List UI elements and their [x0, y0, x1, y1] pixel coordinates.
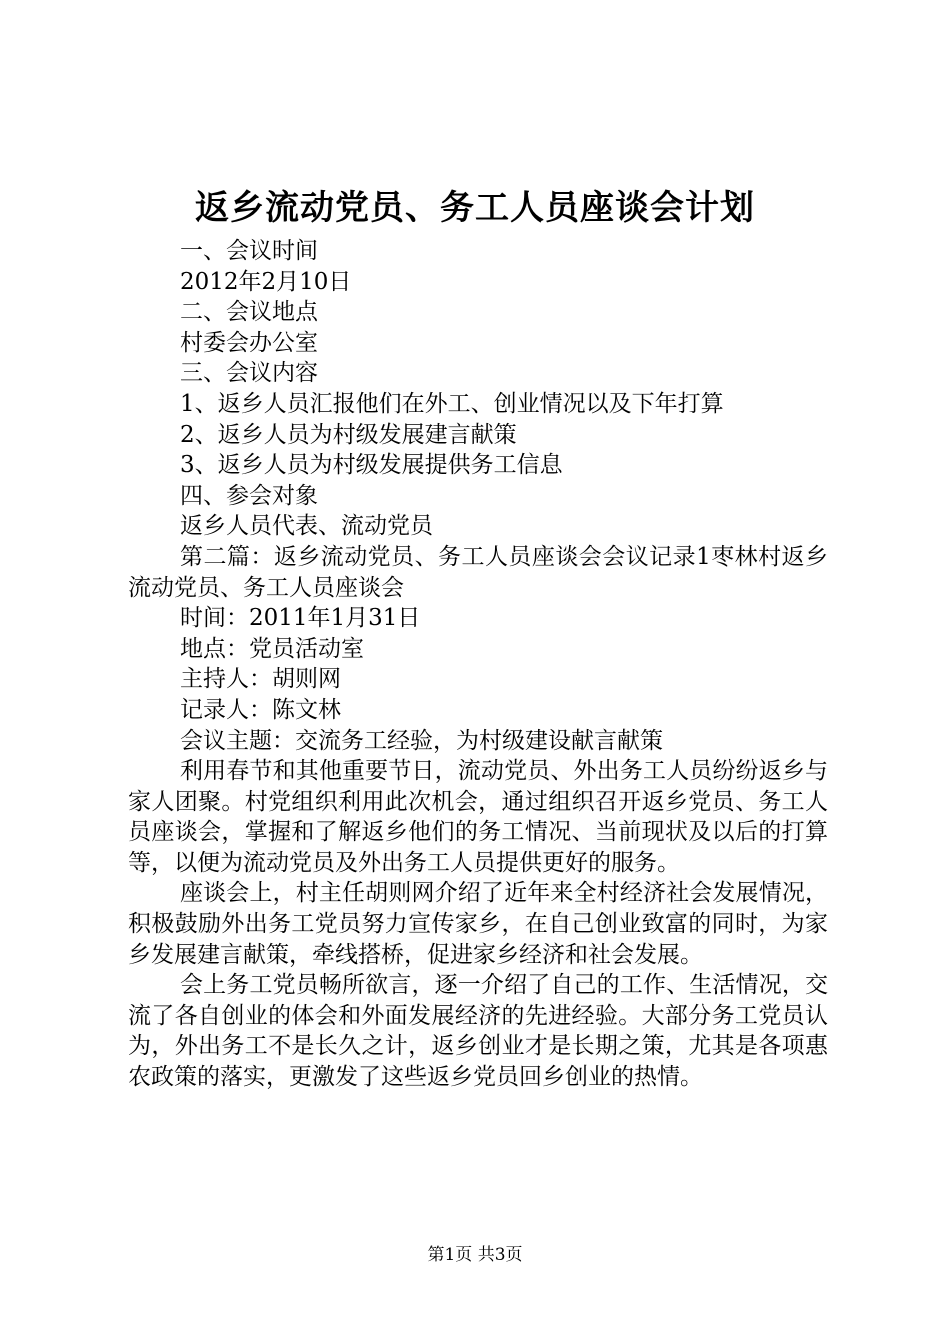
- section-heading-location: 二、会议地点: [180, 299, 318, 326]
- record-theme: 会议主题：交流务工经验，为村级建设献言献策: [180, 727, 663, 754]
- record-time: 时间：2011年1月31日: [180, 605, 421, 632]
- meeting-date: 2012年2月10日: [180, 268, 352, 295]
- section-heading-time: 一、会议时间: [180, 238, 318, 264]
- section-heading-content: 三、会议内容: [180, 360, 318, 387]
- page-footer: 第1页 共3页: [427, 1245, 523, 1265]
- participants: 返乡人员代表、流动党员: [180, 513, 433, 540]
- document-title: 返乡流动党员、务工人员座谈会计划: [195, 188, 755, 228]
- body-paragraph-3: 会上务工党员畅所欲言，逐一介绍了自己的工作、生活情况，交流了各自创业的体会和外面发展经济的先进经验。大部分务工党员认为，外出务工不是长久之计，返乡创业才是长期之策，尤其是各项惠农政策的落实，更激发了这些返乡党员回乡创业的热情。: [128, 972, 828, 1091]
- body-paragraph-2: 座谈会上，村主任胡则网介绍了近年来全村经济社会发展情况，积极鼓励外出务工党员努力宣传家乡，在自己创业致富的同时，为家乡发展建言献策，牵线搭桥，促进家乡经济和社会发展。: [128, 880, 828, 968]
- record-host: 主持人：胡则网: [180, 666, 341, 693]
- meeting-location: 村委会办公室: [180, 329, 318, 356]
- record-recorder: 记录人：陈文林: [180, 696, 341, 723]
- section-heading-participants: 四、参会对象: [180, 482, 318, 509]
- record-location: 地点：党员活动室: [180, 635, 364, 662]
- content-item-1: 1、返乡人员汇报他们在外工、创业情况以及下年打算: [180, 390, 724, 417]
- document-body: [128, 236, 828, 1093]
- content-item-3: 3、返乡人员为村级发展提供务工信息: [180, 452, 563, 479]
- second-part-heading: 第二篇：返乡流动党员、务工人员座谈会会议记录1枣林村返乡流动党员、务工人员座谈会: [128, 543, 828, 601]
- content-item-2: 2、返乡人员为村级发展建言献策: [180, 421, 517, 448]
- body-paragraph-1: 利用春节和其他重要节日，流动党员、外出务工人员纷纷返乡与家人团聚。村党组织利用此次机会，通过组织召开返乡党员、务工人员座谈会，掌握和了解返乡他们的务工情况、当前现状及以后的打算等，以便为流动党员及外出务工人员提供更好的服务。: [128, 758, 828, 876]
